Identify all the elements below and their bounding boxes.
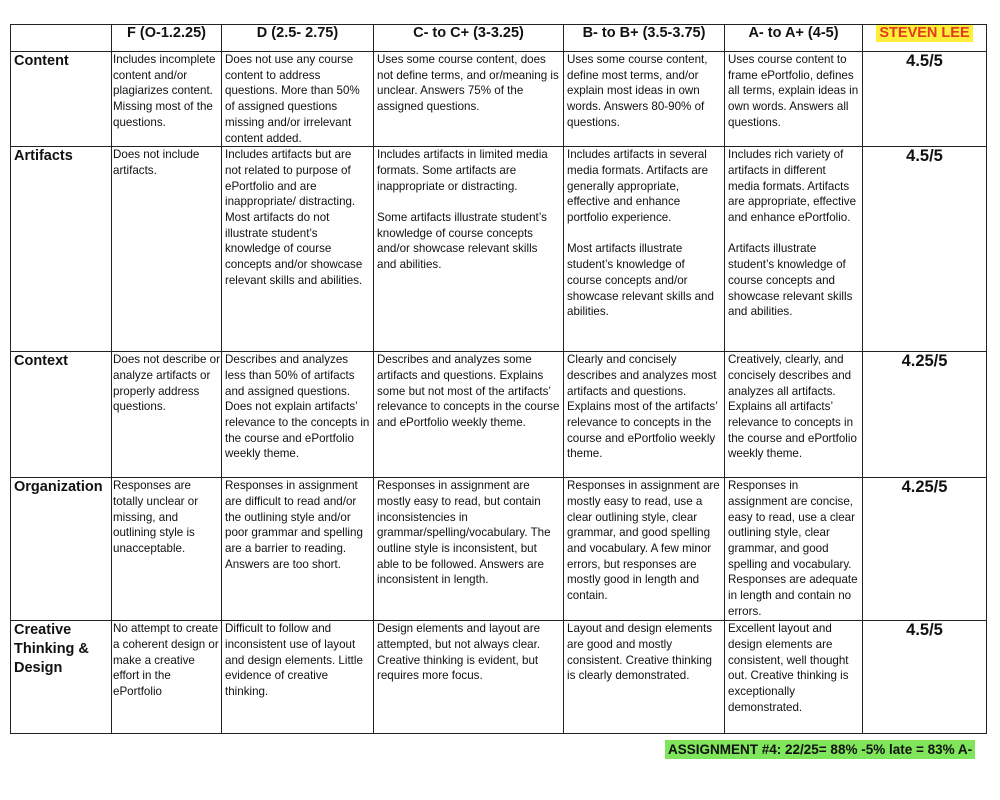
student-name: STEVEN LEE bbox=[876, 25, 972, 43]
descriptor-cell-c: Responses in assignment are mostly easy to read, but contain inconsistencies in grammar/spelling/vocabulary. The outline style is inconsistent, but able to be followed. Answers are inconsistent in length. bbox=[374, 478, 564, 621]
rubric-row-organization bbox=[11, 478, 987, 621]
descriptor-cell-c: Includes artifacts in limited media formats. Some artifacts are inappropriate or distracting. Some artifacts illustrate student’s knowledge of course concepts and/or showcase relevant skills and abilities. bbox=[374, 147, 564, 352]
descriptor-cell-a: Uses course content to frame ePortfolio, defines all terms, explain ideas in own words. Answers all questions. bbox=[725, 52, 863, 147]
descriptor-cell-a: Excellent layout and design elements are consistent, well thought out. Creative thinking is exceptionally demonstrated. bbox=[725, 621, 863, 734]
criterion-label: Context bbox=[11, 352, 112, 478]
rubric-row-creative-thinking bbox=[11, 621, 987, 734]
descriptor-cell-f: Does not describe or analyze artifacts or properly address questions. bbox=[112, 352, 222, 478]
score-cell: 4.5/5 bbox=[863, 147, 987, 352]
descriptor-cell-f: Does not include artifacts. bbox=[112, 147, 222, 352]
rubric-row-content bbox=[11, 52, 987, 147]
descriptor-cell-d: Includes artifacts but are not related to purpose of ePortfolio and are inappropriate/ distracting. Most artifacts do not illustrate student’s knowledge of course concepts and/or showcase relevant skills and abilities. bbox=[222, 147, 374, 352]
header-grade-f: F (O-1.2.25) bbox=[112, 25, 222, 52]
descriptor-cell-c: Describes and analyzes some artifacts and questions. Explains some but not most of the artifacts’ relevance to concepts in the course and ePortfolio weekly theme. bbox=[374, 352, 564, 478]
descriptor-cell-d: Does not use any course content to address questions. More than 50% of assigned questions missing and/or irrelevant content added. bbox=[222, 52, 374, 147]
descriptor-cell-a: Responses in assignment are concise, easy to read, use a clear outlining style, clear grammar, and good spelling and vocabulary. Responses are adequate in length and contain no errors. bbox=[725, 478, 863, 621]
descriptor-cell-c: Uses some course content, does not define terms, and or/meaning is unclear. Answers 75% of the assigned questions. bbox=[374, 52, 564, 147]
descriptor-cell-f: No attempt to create a coherent design or make a creative effort in the ePortfolio bbox=[112, 621, 222, 734]
descriptor-cell-f: Responses are totally unclear or missing, and outlining style is unacceptable. bbox=[112, 478, 222, 621]
header-student-cell bbox=[863, 25, 987, 52]
descriptor-cell-a: Creatively, clearly, and concisely describes and analyzes all artifacts. Explains all artifacts’ relevance to concepts in the course and ePortfolio weekly theme. bbox=[725, 352, 863, 478]
criterion-label: Artifacts bbox=[11, 147, 112, 352]
score-cell: 4.25/5 bbox=[863, 352, 987, 478]
score-cell: 4.5/5 bbox=[863, 621, 987, 734]
descriptor-cell-b: Layout and design elements are good and mostly consistent. Creative thinking is clearly demonstrated. bbox=[564, 621, 725, 734]
descriptor-cell-a: Includes rich variety of artifacts in different media formats. Artifacts are appropriate, effective and enhance ePortfolio. Artifacts illustrate student’s knowledge of course concepts and showcase relevant skills and abilities. bbox=[725, 147, 863, 352]
final-grade-summary: ASSIGNMENT #4: 22/25= 88% -5% late = 83% A- bbox=[665, 740, 975, 759]
header-grade-d: D (2.5- 2.75) bbox=[222, 25, 374, 52]
descriptor-cell-b: Clearly and concisely describes and analyzes most artifacts and questions. Explains most of the artifacts’ relevance to concepts in the course and ePortfolio weekly theme. bbox=[564, 352, 725, 478]
descriptor-cell-b: Includes artifacts in several media formats. Artifacts are generally appropriate, effective and enhance portfolio experience. Most artifacts illustrate student’s knowledge of course concepts and/or showcase relevant skills and abilities. bbox=[564, 147, 725, 352]
descriptor-cell-b: Uses some course content, define most terms, and/or explain most ideas in own words. Answers 80-90% of questions. bbox=[564, 52, 725, 147]
score-cell: 4.25/5 bbox=[863, 478, 987, 621]
header-grade-a: A- to A+ (4-5) bbox=[725, 25, 863, 52]
descriptor-cell-d: Difficult to follow and inconsistent use of layout and design elements. Little evidence of creative thinking. bbox=[222, 621, 374, 734]
descriptor-cell-d: Responses in assignment are difficult to read and/or the outlining style and/or poor grammar and spelling are a barrier to reading. Answers are too short. bbox=[222, 478, 374, 621]
header-grade-b: B- to B+ (3.5-3.75) bbox=[564, 25, 725, 52]
descriptor-cell-d: Describes and analyzes less than 50% of artifacts and assigned questions. Does not explain artifacts’ relevance to the concepts in the course and ePortfolio weekly theme. bbox=[222, 352, 374, 478]
rubric-row-artifacts bbox=[11, 147, 987, 352]
header-grade-c: C- to C+ (3-3.25) bbox=[374, 25, 564, 52]
criterion-label: Content bbox=[11, 52, 112, 147]
descriptor-cell-c: Design elements and layout are attempted, but not always clear. Creative thinking is evident, but requires more focus. bbox=[374, 621, 564, 734]
criterion-label: Organization bbox=[11, 478, 112, 621]
descriptor-cell-f: Includes incomplete content and/or plagiarizes content. Missing most of the questions. bbox=[112, 52, 222, 147]
rubric-row-context bbox=[11, 352, 987, 478]
header-corner-cell bbox=[11, 25, 112, 52]
header-row bbox=[11, 25, 987, 52]
descriptor-cell-b: Responses in assignment are mostly easy to read, use a clear outlining style, clear grammar, and good spelling and vocabulary. A few minor errors, but responses are mostly good in length and contain. bbox=[564, 478, 725, 621]
criterion-label: Creative Thinking & Design bbox=[11, 621, 112, 734]
grading-rubric-table bbox=[10, 24, 987, 734]
score-cell: 4.5/5 bbox=[863, 52, 987, 147]
